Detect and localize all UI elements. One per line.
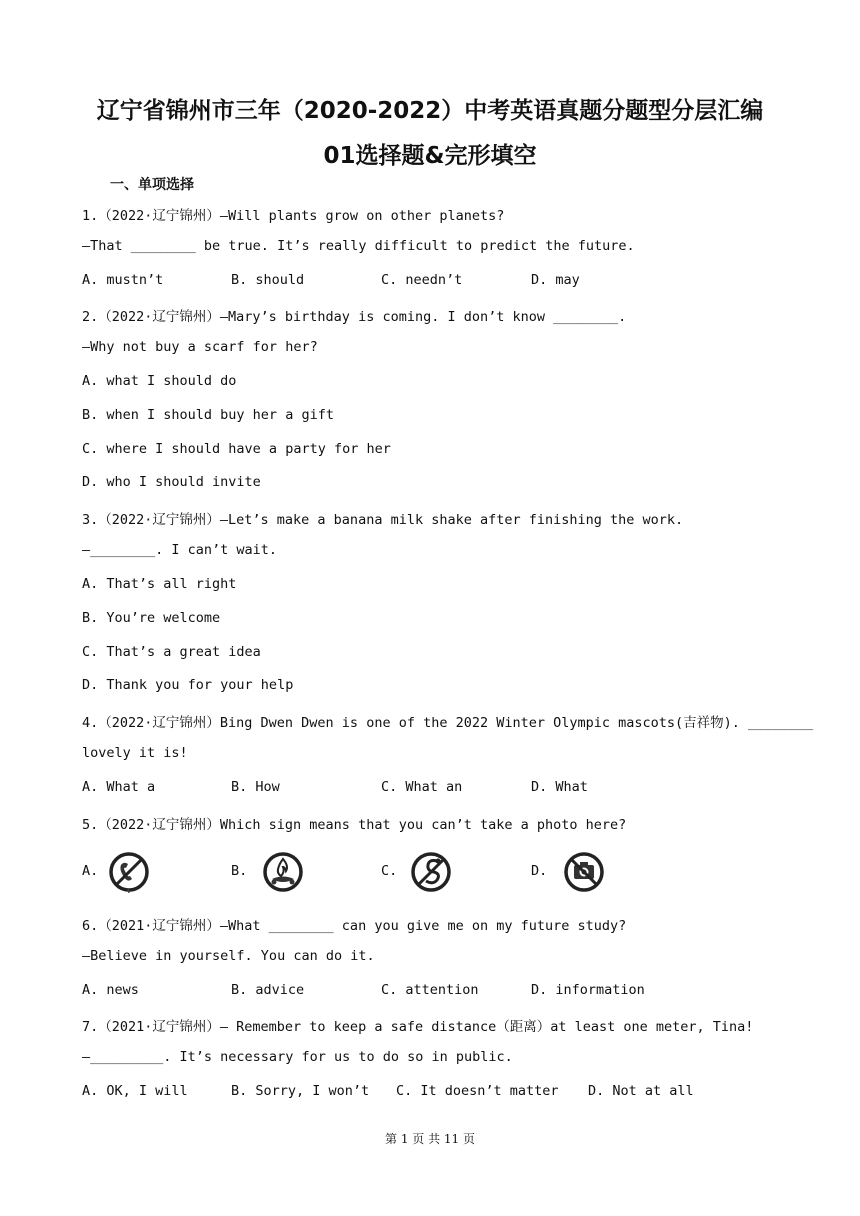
question-1-option-d: D. may — [531, 272, 580, 288]
question-7-response: —_________. It’s necessary for us to do so in public. — [82, 1049, 513, 1065]
document-title: 辽宁省锦州市三年（2020-2022）中考英语真题分题型分层汇编 — [96, 98, 764, 124]
question-4-option-a: A. What a — [82, 779, 156, 795]
question-6-option-c: C. attention — [381, 982, 479, 998]
question-7-option-d: D. Not at all — [588, 1083, 694, 1099]
question-1-option-b: B. should — [231, 272, 305, 288]
question-2-option-a: A. what I should do — [82, 373, 237, 389]
question-7-option-c: C. It doesn’t matter — [396, 1083, 559, 1099]
question-2-stem: 2.（2022·辽宁锦州）—Mary’s birthday is coming. I don’t know ________. — [82, 309, 627, 325]
question-5-option-c: C. — [381, 863, 398, 879]
question-3-stem: 3.（2022·辽宁锦州）—Let’s make a banana milk shake after finishing the work. — [82, 512, 684, 528]
question-6-option-d: D. information — [531, 982, 645, 998]
question-3-option-c: C. That’s a great idea — [82, 644, 261, 660]
question-6-response: —Believe in yourself. You can do it. — [82, 948, 375, 964]
question-2-response: —Why not buy a scarf for her? — [82, 339, 318, 355]
question-4-stem-cont: lovely it is! — [82, 745, 188, 761]
document-subtitle: 01选择题&完形填空 — [323, 143, 537, 169]
question-4-option-b: B. How — [231, 779, 280, 795]
question-3-option-d: D. Thank you for your help — [82, 677, 294, 693]
no-camera-sign-icon — [563, 851, 605, 893]
question-3-option-a: A. That’s all right — [82, 576, 237, 592]
question-5-option-d: D. — [531, 863, 548, 879]
question-5-option-a: A. — [82, 863, 99, 879]
page-number-footer: 第 1 页 共 11 页 — [385, 1132, 475, 1146]
question-2-option-c: C. where I should have a party for her — [82, 441, 391, 457]
question-4-option-d: D. What — [531, 779, 588, 795]
question-5-option-b: B. — [231, 863, 248, 879]
question-3-response: —________. I can’t wait. — [82, 542, 278, 558]
question-6-option-a: A. news — [82, 982, 139, 998]
question-4-option-c: C. What an — [381, 779, 463, 795]
question-6-option-b: B. advice — [231, 982, 305, 998]
question-2-option-d: D. who I should invite — [82, 474, 261, 490]
question-6-stem: 6.（2021·辽宁锦州）—What ________ can you give me on my future study? — [82, 918, 627, 934]
question-4-stem: 4.（2022·辽宁锦州）Bing Dwen Dwen is one of the 2022 Winter Olympic mascots(吉祥物). ________ — [82, 715, 814, 731]
question-1-stem: 1.（2022·辽宁锦州）—Will plants grow on other planets? — [82, 208, 505, 224]
no-fire-sign-icon — [262, 851, 304, 893]
question-7-stem: 7.（2021·辽宁锦州）— Remember to keep a safe distance（距离）at least one meter, Tina! — [82, 1019, 754, 1035]
question-2-option-b: B. when I should buy her a gift — [82, 407, 334, 423]
no-phone-sign-icon — [108, 851, 150, 893]
section-heading: 一、单项选择 — [110, 177, 194, 193]
question-3-option-b: B. You’re welcome — [82, 610, 221, 626]
question-5-stem: 5.（2022·辽宁锦州）Which sign means that you can’t take a photo here? — [82, 817, 627, 833]
question-7-option-a: A. OK, I will — [82, 1083, 188, 1099]
question-1-option-a: A. mustn’t — [82, 272, 164, 288]
question-7-option-b: B. Sorry, I won’t — [231, 1083, 370, 1099]
no-snake-sign-icon — [410, 851, 452, 893]
question-1-response: —That ________ be true. It’s really difficult to predict the future. — [82, 238, 635, 254]
question-1-option-c: C. needn’t — [381, 272, 463, 288]
